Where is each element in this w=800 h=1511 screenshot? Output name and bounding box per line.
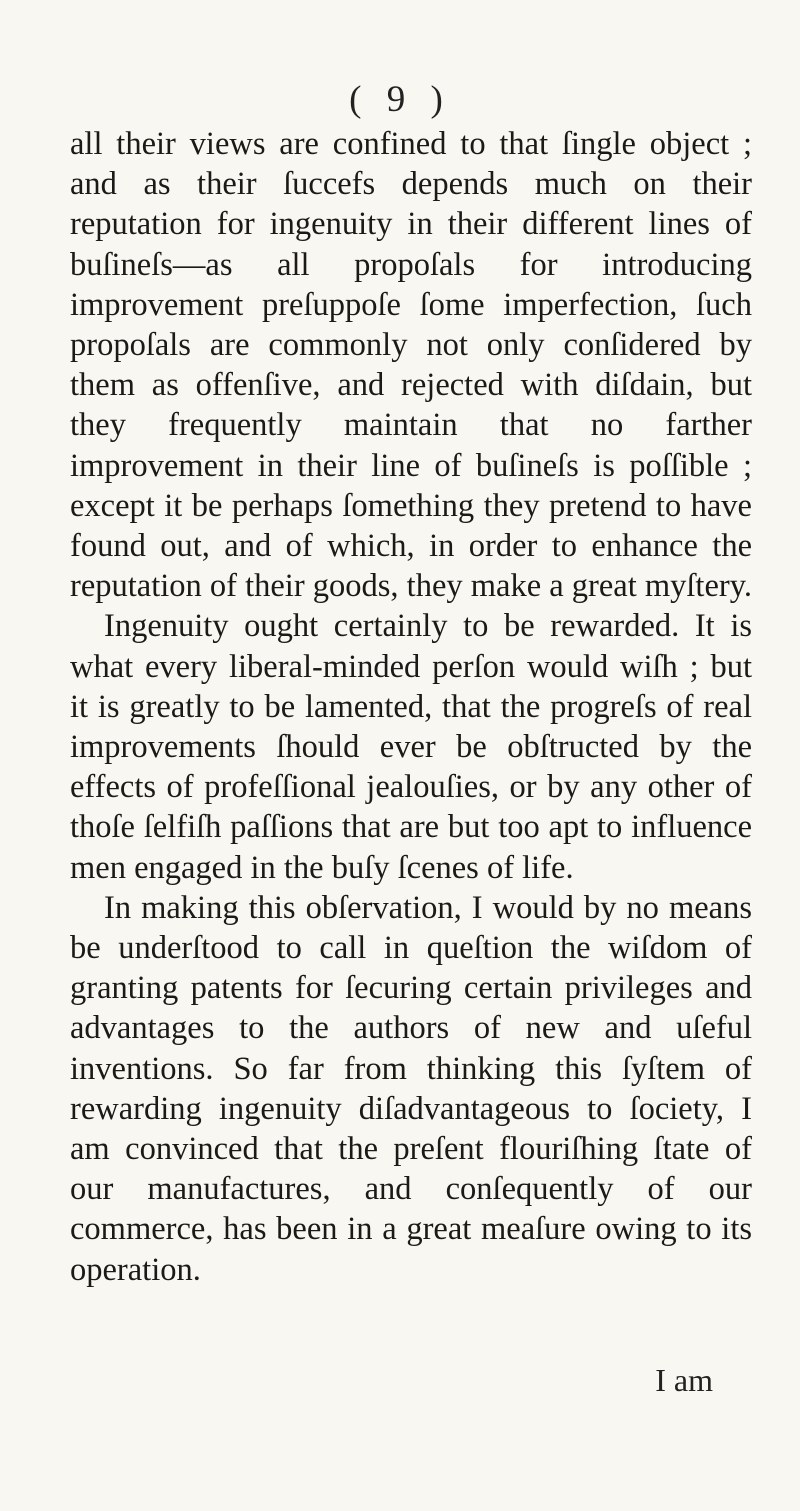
page-body xyxy=(70,124,752,1290)
paragraph-3: In making this obſervation, I would by no means be underſtood to call in queſtion the wiſdom of granting patents for ſecuring certain privileges and advantages to the authors of new and uſeful inventions. So far from thinking this ſyſtem of rewarding ingenuity diſadvantageous to ſociety, I am convinced that the preſent flouriſhing ſtate of our manufactures, and conſequently of our commerce, has been in a great meaſure owing to its operation. xyxy=(70,889,752,1288)
page-number: ( 9 ) xyxy=(349,79,451,120)
paragraph-1: all their views are confined to that ſingle object ; and as their ſuccefs depends much on their reputation for ingenuity in their different lines of buſineſs—as all propoſals for introducing improvement preſuppoſe ſome imperfection, ſuch propoſals are commonly not only conſidered by them as offenſive, and rejected with diſdain, but they frequently maintain that no farther improvement in their line of buſineſs is poſſible ; except it be perhaps ſomething they pretend to have found out, and of which, in order to enhance the reputation of their goods, they make a great myſtery. xyxy=(70,126,752,605)
paragraph-2: Ingenuity ought certainly to be rewarded. It is what every liberal-minded perſon would wiſh ; but it is greatly to be lamented, that the progreſs of real improvements ſhould ever be obſtructed by the effects of profeſſional jealouſies, or by any other of thoſe ſelfiſh paſſions that are but too apt to influence men engaged in the buſy ſcenes of life. xyxy=(70,608,752,886)
catchword: I am xyxy=(655,1362,713,1398)
